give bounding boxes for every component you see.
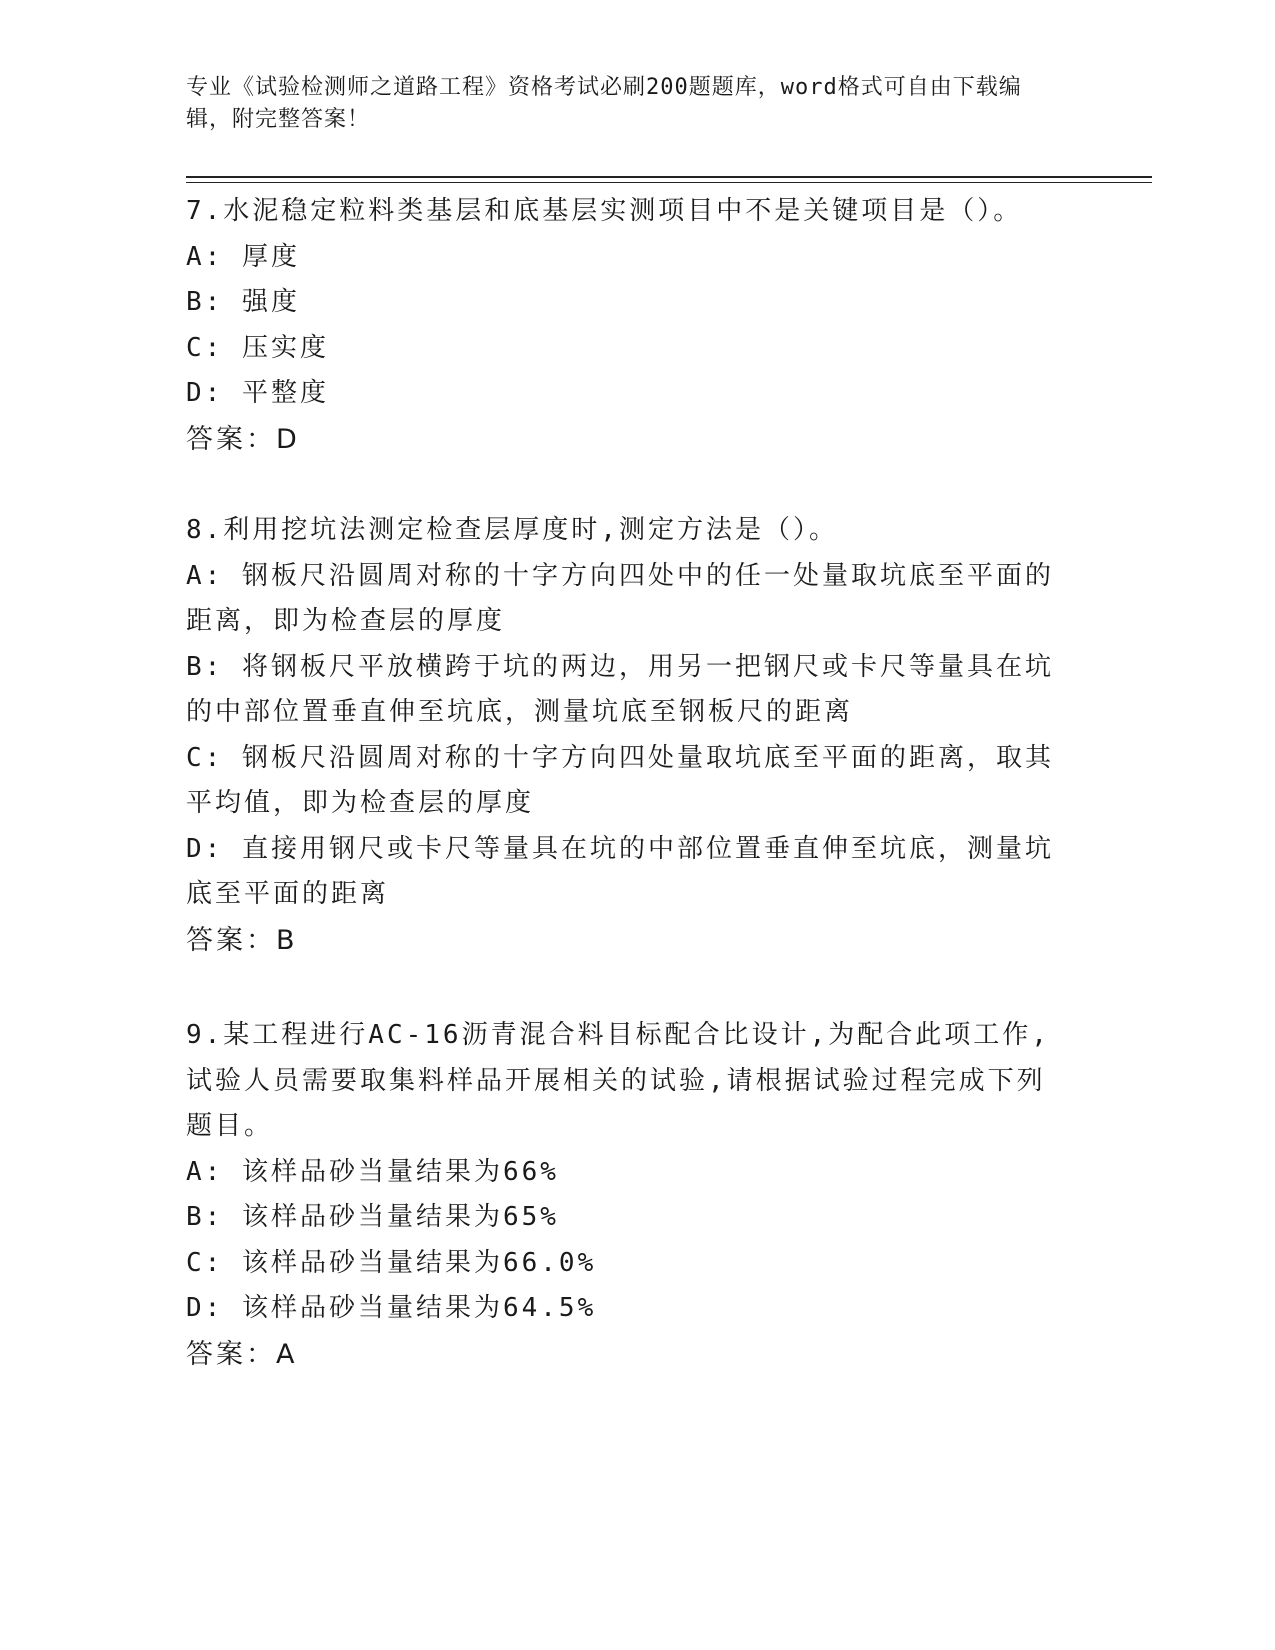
question-stem: 9.某工程进行AC-16沥青混合料目标配合比设计,为配合此项工作,试验人员需要取集料样品开展相关的试验,请根据试验过程完成下列题目。 (186, 1020, 1050, 1141)
option-a: A: 该样品砂当量结果为66% (186, 1156, 559, 1187)
question-7 (186, 189, 1066, 462)
document-header: 专业《试验检测师之道路工程》资格考试必刷200题题库，word格式可自由下载编辑，附完整答案！ (186, 75, 1022, 132)
answer: 答案：B (186, 924, 298, 956)
option-d: D: 直接用钢尺或卡尺等量具在坑的中部位置垂直伸至坑底，测量坑底至平面的距离 (186, 833, 1054, 909)
question-8 (186, 508, 1066, 963)
question-9 (186, 1013, 1066, 1377)
option-a: A: 厚度 (186, 241, 300, 272)
option-c: C: 钢板尺沿圆周对称的十字方向四处量取坑底至平面的距离，取其平均值，即为检查层的厚度 (186, 742, 1054, 818)
question-stem: 7.水泥稳定粒料类基层和底基层实测项目中不是关键项目是（）。 (186, 196, 1023, 226)
option-c: C: 压实度 (186, 332, 329, 363)
answer: 答案：D (186, 423, 300, 455)
option-c: C: 该样品砂当量结果为66.0% (186, 1247, 597, 1278)
option-b: B: 将钢板尺平放横跨于坑的两边，用另一把钢尺或卡尺等量具在坑的中部位置垂直伸至坑底，测量坑底至钢板尺的距离 (186, 651, 1054, 727)
option-b: B: 强度 (186, 287, 300, 317)
option-b: B: 该样品砂当量结果为65% (186, 1202, 559, 1232)
header-divider-thin (186, 182, 1152, 183)
option-d: D: 平整度 (186, 378, 329, 408)
answer: 答案：A (186, 1338, 298, 1370)
header-divider-thick (186, 176, 1152, 178)
question-stem: 8.利用挖坑法测定检查层厚度时,测定方法是（）。 (186, 515, 838, 545)
option-a: A: 钢板尺沿圆周对称的十字方向四处中的任一处量取坑底至平面的距离，即为检查层的厚度 (186, 560, 1054, 636)
option-d: D: 该样品砂当量结果为64.5% (186, 1293, 597, 1323)
